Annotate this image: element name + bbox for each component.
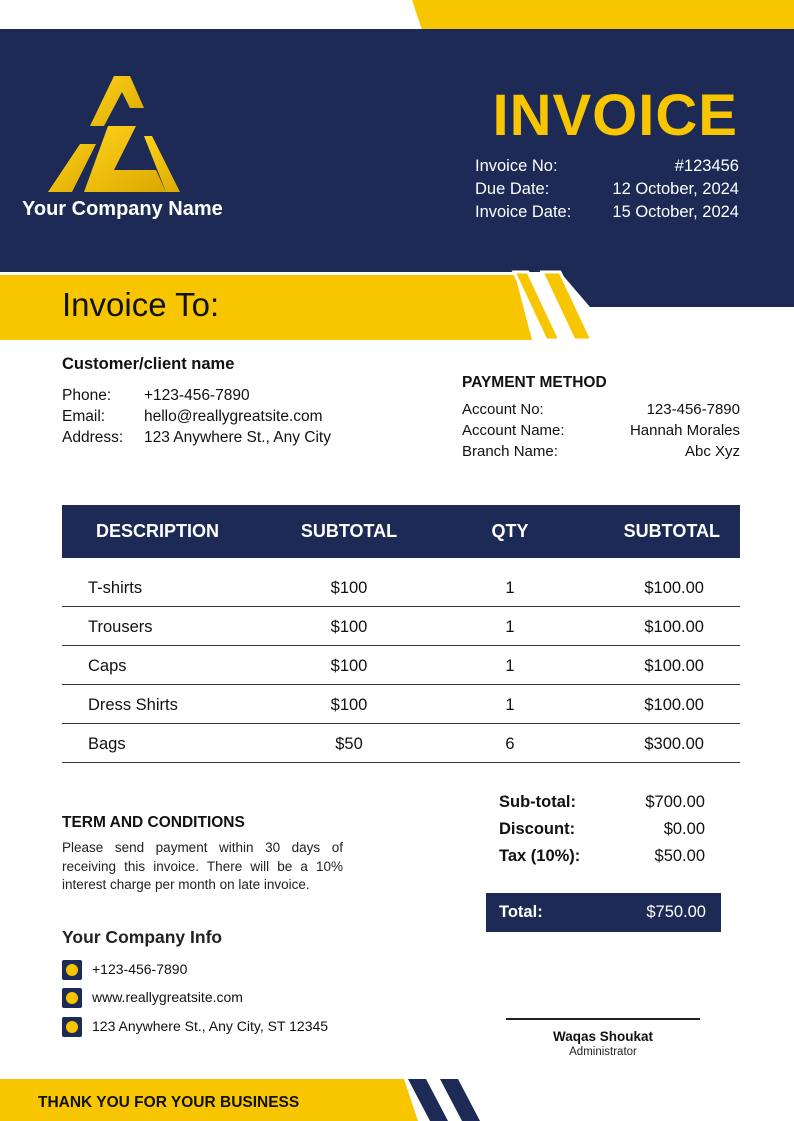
customer-label: Phone: — [62, 387, 112, 404]
table-row — [62, 607, 740, 646]
totals-label: Discount: — [499, 820, 576, 838]
table-row — [62, 685, 740, 724]
totals-value: $700.00 — [645, 793, 705, 811]
top-yellow-bar — [412, 0, 794, 30]
cell-price: $100 — [330, 579, 368, 597]
payment-value: Hannah Morales — [629, 422, 740, 439]
cell-qty: 1 — [505, 696, 515, 714]
meta-value: 15 October, 2024 — [612, 203, 739, 221]
company-phone: +123-456-7890 — [92, 961, 188, 977]
grand-total-value: $750.00 — [646, 903, 706, 921]
table-header — [62, 505, 740, 558]
cell-description: Bags — [88, 735, 126, 753]
cell-description: Caps — [88, 657, 127, 675]
table-row — [62, 646, 740, 685]
totals-value: $50.00 — [654, 847, 705, 865]
phone-icon — [62, 960, 82, 980]
payment-method-title: PAYMENT METHOD — [462, 374, 607, 391]
grand-total-box — [486, 893, 721, 932]
cell-total: $100.00 — [644, 618, 704, 636]
cell-total: $100.00 — [644, 657, 704, 675]
totals-label: Tax (10%): — [499, 847, 581, 865]
payment-label: Account No: — [462, 401, 544, 418]
invoice-to-heading: Invoice To: — [62, 286, 220, 323]
terms-body: Please send payment within 30 days of receiving this invoice. There will be a 10% interest charge per month on late invoice. — [62, 840, 343, 892]
cell-total: $300.00 — [644, 735, 704, 753]
table-row — [62, 568, 740, 607]
cell-qty: 1 — [505, 657, 515, 675]
company-website: www.reallygreatsite.com — [92, 989, 243, 1005]
customer-value: hello@reallygreatsite.com — [144, 408, 323, 425]
payment-value: 123-456-7890 — [646, 401, 740, 418]
cell-price: $100 — [330, 657, 368, 675]
globe-icon — [62, 988, 82, 1008]
meta-label: Due Date: — [475, 180, 550, 198]
meta-label: Invoice No: — [475, 157, 558, 175]
meta-value: #123456 — [674, 157, 739, 175]
cell-total: $100.00 — [644, 579, 704, 597]
customer-address-row — [62, 429, 331, 447]
company-info-title: Your Company Info — [62, 927, 223, 947]
cell-price: $100 — [330, 618, 368, 636]
thank-you-message: THANK YOU FOR YOUR BUSINESS — [38, 1094, 300, 1111]
payment-label: Branch Name: — [462, 443, 558, 460]
location-icon — [62, 1017, 82, 1037]
customer-label: Address: — [62, 429, 124, 446]
company-logo — [44, 74, 186, 196]
cell-qty: 6 — [505, 735, 515, 753]
footer-stripe-2 — [440, 1079, 480, 1121]
cell-price: $50 — [335, 735, 363, 753]
company-name: Your Company Name — [22, 198, 223, 220]
signatory-role: Administrator — [569, 1046, 637, 1058]
customer-label: Email: — [62, 408, 106, 425]
customer-value: +123-456-7890 — [144, 387, 250, 404]
customer-phone-row — [62, 387, 250, 405]
col-qty: QTY — [491, 521, 529, 541]
totals-value: $0.00 — [663, 820, 705, 838]
customer-email-row — [62, 408, 323, 426]
cell-description: Dress Shirts — [88, 696, 178, 714]
grand-total-label: Total: — [499, 903, 543, 921]
invoice-title: INVOICE — [492, 83, 738, 148]
meta-value: 12 October, 2024 — [612, 180, 739, 198]
customer-value: 123 Anywhere St., Any City — [144, 429, 331, 446]
cell-price: $100 — [330, 696, 368, 714]
signature-line — [506, 1018, 700, 1020]
cell-description: Trousers — [88, 618, 153, 636]
meta-label: Invoice Date: — [475, 203, 572, 221]
col-description: DESCRIPTION — [96, 521, 220, 541]
customer-name: Customer/client name — [62, 355, 235, 373]
cell-description: T-shirts — [88, 579, 143, 597]
signatory-name: Waqas Shoukat — [552, 1029, 654, 1044]
payment-label: Account Name: — [462, 422, 565, 439]
cell-total: $100.00 — [644, 696, 704, 714]
table-row — [62, 724, 740, 763]
col-subtotal: SUBTOTAL — [300, 521, 398, 541]
cell-qty: 1 — [505, 618, 515, 636]
col-line-total: SUBTOTAL — [623, 521, 720, 541]
company-address: 123 Anywhere St., Any City, ST 12345 — [92, 1018, 329, 1034]
payment-value: Abc Xyz — [684, 443, 740, 460]
terms-title: TERM AND CONDITIONS — [62, 814, 245, 831]
totals-label: Sub-total: — [499, 793, 576, 811]
cell-qty: 1 — [505, 579, 515, 597]
